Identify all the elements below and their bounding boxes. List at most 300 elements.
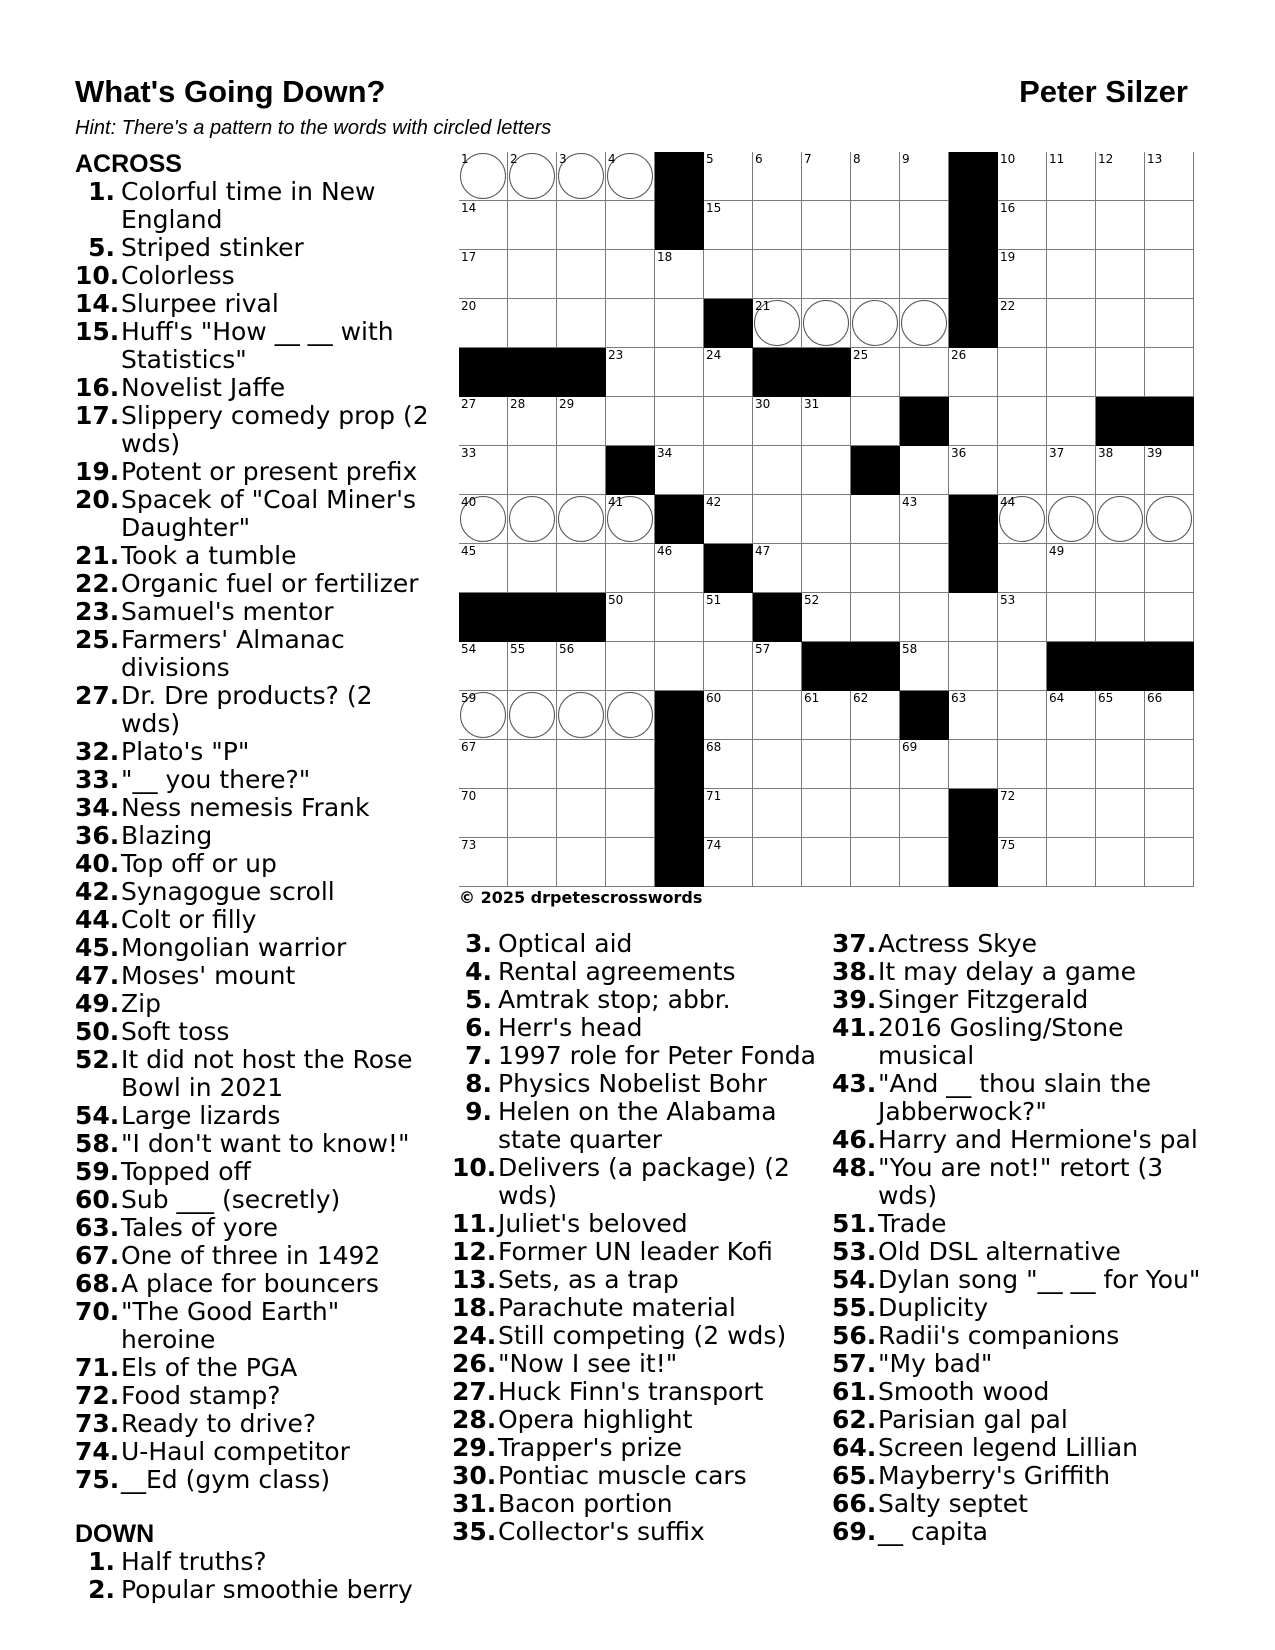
grid-cell[interactable]	[655, 544, 704, 593]
clue	[75, 1046, 435, 1102]
grid-cell[interactable]	[508, 740, 557, 789]
grid-cell[interactable]	[704, 495, 753, 544]
grid-cell[interactable]	[998, 838, 1047, 887]
grid-cell[interactable]	[802, 446, 851, 495]
clue-text: Els of the PGA	[121, 1353, 298, 1382]
grid-cell[interactable]	[802, 495, 851, 544]
grid-cell[interactable]	[606, 495, 655, 544]
clue-text: Top off or up	[121, 849, 277, 878]
grid-cell[interactable]	[704, 593, 753, 642]
grid-cell[interactable]	[1096, 446, 1145, 495]
grid-cell[interactable]	[459, 691, 508, 740]
grid-cell[interactable]	[1145, 838, 1194, 887]
clue	[452, 1070, 822, 1098]
grid-cell[interactable]	[606, 348, 655, 397]
clue-text: Topped off	[121, 1157, 251, 1186]
grid-cell[interactable]	[802, 397, 851, 446]
grid-cell[interactable]	[998, 544, 1047, 593]
grid-cell[interactable]	[1096, 250, 1145, 299]
grid-cell[interactable]	[998, 740, 1047, 789]
grid-cell[interactable]	[704, 250, 753, 299]
grid-cell[interactable]	[508, 201, 557, 250]
grid-cell[interactable]	[1145, 201, 1194, 250]
cell-number: 64	[1049, 691, 1065, 705]
grid-cell[interactable]	[704, 397, 753, 446]
grid-cell[interactable]	[802, 201, 851, 250]
cell-number: 53	[1000, 593, 1016, 607]
grid-cell[interactable]	[704, 838, 753, 887]
clue-column-middle	[452, 930, 822, 1546]
clue	[75, 486, 435, 542]
grid-cell[interactable]	[998, 593, 1047, 642]
grid-cell[interactable]	[655, 299, 704, 348]
grid-cell[interactable]	[998, 789, 1047, 838]
clue	[75, 402, 435, 458]
grid-cell[interactable]	[459, 838, 508, 887]
grid-cell[interactable]	[1096, 544, 1145, 593]
clue	[452, 1014, 822, 1042]
grid-cell[interactable]	[851, 397, 900, 446]
grid-cell[interactable]	[802, 740, 851, 789]
grid-cell[interactable]	[851, 789, 900, 838]
grid-cell[interactable]	[998, 152, 1047, 201]
grid-block	[851, 446, 900, 495]
grid-cell[interactable]	[1047, 152, 1096, 201]
down-clue-list-1	[75, 1548, 435, 1604]
clue-text: Still competing (2 wds)	[498, 1321, 787, 1350]
grid-cell[interactable]	[900, 299, 949, 348]
grid-cell[interactable]	[704, 348, 753, 397]
clue	[452, 986, 822, 1014]
grid-cell[interactable]	[508, 250, 557, 299]
grid-block	[753, 348, 802, 397]
grid-cell[interactable]	[459, 152, 508, 201]
grid-cell[interactable]	[998, 397, 1047, 446]
grid-cell[interactable]	[459, 544, 508, 593]
grid-cell[interactable]	[998, 446, 1047, 495]
grid-cell[interactable]	[704, 789, 753, 838]
clue-number: 19.	[75, 457, 120, 486]
grid-cell[interactable]	[557, 299, 606, 348]
grid-cell[interactable]	[459, 299, 508, 348]
cell-number: 49	[1049, 544, 1065, 558]
grid-cell[interactable]	[900, 544, 949, 593]
clue	[75, 1438, 435, 1466]
cell-number: 31	[804, 397, 820, 411]
clue-text: Optical aid	[498, 929, 633, 958]
grid-block	[557, 593, 606, 642]
grid-cell[interactable]	[1145, 152, 1194, 201]
grid-cell[interactable]	[1145, 544, 1194, 593]
grid-cell[interactable]	[949, 446, 998, 495]
clue	[832, 1014, 1202, 1070]
grid-cell[interactable]	[1145, 593, 1194, 642]
clue	[75, 850, 435, 878]
clue-text: Herr's head	[498, 1013, 643, 1042]
clue-number: 69.	[832, 1517, 877, 1546]
grid-cell[interactable]	[508, 446, 557, 495]
grid-cell[interactable]	[1047, 544, 1096, 593]
grid-cell[interactable]	[1096, 789, 1145, 838]
grid-cell[interactable]	[459, 201, 508, 250]
grid-cell[interactable]	[949, 740, 998, 789]
grid-cell[interactable]	[459, 250, 508, 299]
grid-cell[interactable]	[851, 495, 900, 544]
grid-cell[interactable]	[1047, 789, 1096, 838]
cell-number: 19	[1000, 250, 1016, 264]
grid-block	[900, 691, 949, 740]
grid-cell[interactable]	[802, 152, 851, 201]
grid-cell[interactable]	[1096, 495, 1145, 544]
cell-number: 44	[1000, 495, 1016, 509]
grid-cell[interactable]	[606, 789, 655, 838]
grid-cell[interactable]	[753, 495, 802, 544]
grid-cell[interactable]	[606, 691, 655, 740]
clue-text: 1997 role for Peter Fonda	[498, 1041, 816, 1070]
grid-cell[interactable]	[1047, 299, 1096, 348]
grid-cell[interactable]	[949, 348, 998, 397]
grid-cell[interactable]	[851, 250, 900, 299]
grid-cell[interactable]	[802, 250, 851, 299]
clue-number: 9.	[465, 1097, 492, 1126]
grid-cell[interactable]	[851, 740, 900, 789]
clue-number: 47.	[75, 961, 120, 990]
grid-cell[interactable]	[508, 299, 557, 348]
grid-block	[508, 593, 557, 642]
grid-cell[interactable]	[557, 152, 606, 201]
grid-cell[interactable]	[704, 642, 753, 691]
grid-cell[interactable]	[949, 642, 998, 691]
clue-number: 40.	[75, 849, 120, 878]
grid-cell[interactable]	[1047, 397, 1096, 446]
clue-number: 2.	[88, 1575, 115, 1604]
clue	[832, 1490, 1202, 1518]
clue-text: Samuel's mentor	[121, 597, 334, 626]
grid-cell[interactable]	[851, 348, 900, 397]
grid-cell[interactable]	[998, 250, 1047, 299]
clue-number: 46.	[832, 1125, 877, 1154]
cell-number: 75	[1000, 838, 1016, 852]
clue	[75, 1214, 435, 1242]
clue-text: It may delay a game	[878, 957, 1136, 986]
grid-cell[interactable]	[900, 593, 949, 642]
cell-number: 33	[461, 446, 477, 460]
grid-block	[655, 740, 704, 789]
grid-cell[interactable]	[655, 446, 704, 495]
clue-text: Sub ___ (secretly)	[121, 1185, 341, 1214]
grid-cell[interactable]	[655, 642, 704, 691]
clue-number: 51.	[832, 1209, 877, 1238]
grid-cell[interactable]	[508, 397, 557, 446]
grid-cell[interactable]	[851, 593, 900, 642]
grid-cell[interactable]	[753, 299, 802, 348]
grid-cell[interactable]	[900, 201, 949, 250]
clue-number: 45.	[75, 933, 120, 962]
clue	[75, 822, 435, 850]
grid-cell[interactable]	[851, 544, 900, 593]
grid-cell[interactable]	[1145, 789, 1194, 838]
grid-cell[interactable]	[606, 740, 655, 789]
grid-cell[interactable]	[998, 691, 1047, 740]
grid-cell[interactable]	[802, 789, 851, 838]
clue	[75, 626, 435, 682]
grid-cell[interactable]	[508, 152, 557, 201]
grid-cell[interactable]	[606, 152, 655, 201]
clue	[75, 962, 435, 990]
clue-number: 43.	[832, 1069, 877, 1098]
grid-cell[interactable]	[1047, 201, 1096, 250]
grid-block	[1096, 397, 1145, 446]
grid-cell[interactable]	[557, 838, 606, 887]
clue-number: 32.	[75, 737, 120, 766]
grid-cell[interactable]	[802, 544, 851, 593]
grid-cell[interactable]	[998, 495, 1047, 544]
clue-text: Food stamp?	[121, 1381, 281, 1410]
grid-cell[interactable]	[851, 201, 900, 250]
grid-cell[interactable]	[900, 838, 949, 887]
grid-cell[interactable]	[949, 593, 998, 642]
grid-cell[interactable]	[753, 446, 802, 495]
grid-cell[interactable]	[606, 593, 655, 642]
grid-cell[interactable]	[1047, 838, 1096, 887]
cell-number: 63	[951, 691, 967, 705]
grid-block	[508, 348, 557, 397]
cell-number: 73	[461, 838, 477, 852]
grid-cell[interactable]	[802, 299, 851, 348]
clue-text: Colorful time in New England	[121, 177, 376, 234]
clue	[75, 1382, 435, 1410]
clue	[75, 1130, 435, 1158]
clue	[452, 1322, 822, 1350]
grid-cell[interactable]	[753, 250, 802, 299]
clue	[75, 878, 435, 906]
grid-cell[interactable]	[1047, 446, 1096, 495]
clue-number: 38.	[832, 957, 877, 986]
grid-cell[interactable]	[606, 544, 655, 593]
clue-text: Trade	[878, 1209, 947, 1238]
grid-cell[interactable]	[606, 250, 655, 299]
clue-text: Zip	[121, 989, 161, 1018]
grid-cell[interactable]	[606, 201, 655, 250]
grid-cell[interactable]	[900, 152, 949, 201]
cell-number: 17	[461, 250, 477, 264]
grid-cell[interactable]	[753, 740, 802, 789]
grid-cell[interactable]	[557, 201, 606, 250]
grid-cell[interactable]	[1145, 740, 1194, 789]
circle-marker	[558, 496, 604, 542]
grid-cell[interactable]	[655, 250, 704, 299]
grid-cell[interactable]	[606, 642, 655, 691]
grid-cell[interactable]	[459, 446, 508, 495]
grid-cell[interactable]	[557, 495, 606, 544]
grid-cell[interactable]	[1145, 348, 1194, 397]
grid-cell[interactable]	[900, 446, 949, 495]
grid-cell[interactable]	[1145, 691, 1194, 740]
clue-number: 36.	[75, 821, 120, 850]
grid-cell[interactable]	[508, 495, 557, 544]
grid-cell[interactable]	[851, 691, 900, 740]
down-clue-list-2	[452, 930, 822, 1546]
grid-cell[interactable]	[1047, 691, 1096, 740]
grid-cell[interactable]	[1047, 348, 1096, 397]
clue-number: 7.	[465, 1041, 492, 1070]
grid-cell[interactable]	[508, 838, 557, 887]
grid-cell[interactable]	[851, 838, 900, 887]
clue-text: "Now I see it!"	[498, 1349, 678, 1378]
grid-cell[interactable]	[704, 201, 753, 250]
grid-cell[interactable]	[753, 397, 802, 446]
grid-cell[interactable]	[557, 740, 606, 789]
grid-cell[interactable]	[998, 348, 1047, 397]
clue-number: 59.	[75, 1157, 120, 1186]
grid-cell[interactable]	[1096, 593, 1145, 642]
grid-cell[interactable]	[459, 789, 508, 838]
cell-number: 26	[951, 348, 967, 362]
grid-cell[interactable]	[1096, 299, 1145, 348]
grid-cell[interactable]	[1047, 495, 1096, 544]
grid-cell[interactable]	[1096, 201, 1145, 250]
grid-cell[interactable]	[557, 691, 606, 740]
grid-cell[interactable]	[753, 201, 802, 250]
clue-text: Moses' mount	[121, 961, 296, 990]
grid-cell[interactable]	[900, 348, 949, 397]
clue-number: 31.	[452, 1489, 497, 1518]
grid-cell[interactable]	[1145, 299, 1194, 348]
grid-cell[interactable]	[1047, 593, 1096, 642]
grid-cell[interactable]	[1145, 495, 1194, 544]
clue-text: Screen legend Lillian	[878, 1433, 1139, 1462]
grid-cell[interactable]	[753, 789, 802, 838]
grid-cell[interactable]	[508, 642, 557, 691]
clue-number: 62.	[832, 1405, 877, 1434]
cell-number: 54	[461, 642, 477, 656]
grid-block	[949, 299, 998, 348]
clue	[75, 1354, 435, 1382]
grid-cell[interactable]	[949, 691, 998, 740]
cell-number: 15	[706, 201, 722, 215]
grid-cell[interactable]	[998, 299, 1047, 348]
cell-number: 66	[1147, 691, 1163, 705]
grid-cell[interactable]	[606, 838, 655, 887]
grid-cell[interactable]	[1096, 740, 1145, 789]
grid-cell[interactable]	[851, 152, 900, 201]
cell-number: 16	[1000, 201, 1016, 215]
grid-cell[interactable]	[753, 642, 802, 691]
cell-number: 57	[755, 642, 771, 656]
grid-cell[interactable]	[998, 201, 1047, 250]
down-heading: DOWN	[75, 1520, 155, 1548]
clue-number: 53.	[832, 1237, 877, 1266]
grid-cell[interactable]	[704, 446, 753, 495]
grid-block	[949, 201, 998, 250]
grid-cell[interactable]	[508, 691, 557, 740]
grid-cell[interactable]	[1096, 838, 1145, 887]
grid-cell[interactable]	[557, 789, 606, 838]
clue-text: Delivers (a package) (2 wds)	[498, 1153, 790, 1210]
grid-cell[interactable]	[802, 593, 851, 642]
grid-cell[interactable]	[508, 789, 557, 838]
grid-cell[interactable]	[557, 397, 606, 446]
grid-cell[interactable]	[851, 299, 900, 348]
clue-text: U-Haul competitor	[121, 1437, 350, 1466]
clue-number: 30.	[452, 1461, 497, 1490]
grid-cell[interactable]	[802, 838, 851, 887]
grid-cell[interactable]	[508, 544, 557, 593]
grid-cell[interactable]	[655, 348, 704, 397]
clue-text: __Ed (gym class)	[121, 1465, 331, 1494]
grid-cell[interactable]	[557, 250, 606, 299]
grid-cell[interactable]	[900, 642, 949, 691]
clue-text: Plato's "P"	[121, 737, 250, 766]
clue	[452, 1210, 822, 1238]
grid-cell[interactable]	[704, 740, 753, 789]
grid-cell[interactable]	[459, 642, 508, 691]
clue-number: 15.	[75, 317, 120, 346]
grid-cell[interactable]	[753, 152, 802, 201]
clue-text: Duplicity	[878, 1293, 989, 1322]
grid-cell[interactable]	[606, 397, 655, 446]
grid-cell[interactable]	[655, 397, 704, 446]
grid-cell[interactable]	[1096, 348, 1145, 397]
grid-cell[interactable]	[753, 691, 802, 740]
grid-cell[interactable]	[655, 593, 704, 642]
grid-cell[interactable]	[1145, 250, 1194, 299]
grid-cell[interactable]	[900, 740, 949, 789]
grid-cell[interactable]	[459, 495, 508, 544]
grid-cell[interactable]	[998, 642, 1047, 691]
grid-cell[interactable]	[949, 397, 998, 446]
grid-cell[interactable]	[900, 495, 949, 544]
cell-number: 7	[804, 152, 812, 166]
grid-cell[interactable]	[1145, 446, 1194, 495]
clue	[75, 1548, 435, 1576]
grid-cell[interactable]	[557, 446, 606, 495]
grid-cell[interactable]	[900, 250, 949, 299]
clue-text: Harry and Hermione's pal	[878, 1125, 1198, 1154]
grid-cell[interactable]	[557, 642, 606, 691]
grid-cell[interactable]	[1096, 152, 1145, 201]
grid-cell[interactable]	[1047, 250, 1096, 299]
clue	[75, 1158, 435, 1186]
grid-cell[interactable]	[606, 299, 655, 348]
grid-cell[interactable]	[704, 152, 753, 201]
cell-number: 18	[657, 250, 673, 264]
grid-cell[interactable]	[459, 397, 508, 446]
clue	[452, 1378, 822, 1406]
clue	[75, 906, 435, 934]
grid-block	[1047, 642, 1096, 691]
clue-text: Huck Finn's transport	[498, 1377, 764, 1406]
grid-cell[interactable]	[459, 740, 508, 789]
grid-cell[interactable]	[1096, 691, 1145, 740]
grid-cell[interactable]	[557, 544, 606, 593]
grid-cell[interactable]	[753, 544, 802, 593]
grid-cell[interactable]	[704, 691, 753, 740]
clue	[452, 1042, 822, 1070]
grid-cell[interactable]	[900, 789, 949, 838]
grid-cell[interactable]	[802, 691, 851, 740]
clue-number: 10.	[452, 1153, 497, 1182]
grid-cell[interactable]	[1047, 740, 1096, 789]
clue-text: One of three in 1492	[121, 1241, 381, 1270]
clue-text: Dr. Dre products? (2 wds)	[121, 681, 373, 738]
clue-number: 41.	[832, 1013, 877, 1042]
grid-cell[interactable]	[753, 838, 802, 887]
clue-text: A place for bouncers	[121, 1269, 379, 1298]
clue-number: 14.	[75, 289, 120, 318]
grid-block	[655, 691, 704, 740]
clue-text: Trapper's prize	[498, 1433, 683, 1462]
